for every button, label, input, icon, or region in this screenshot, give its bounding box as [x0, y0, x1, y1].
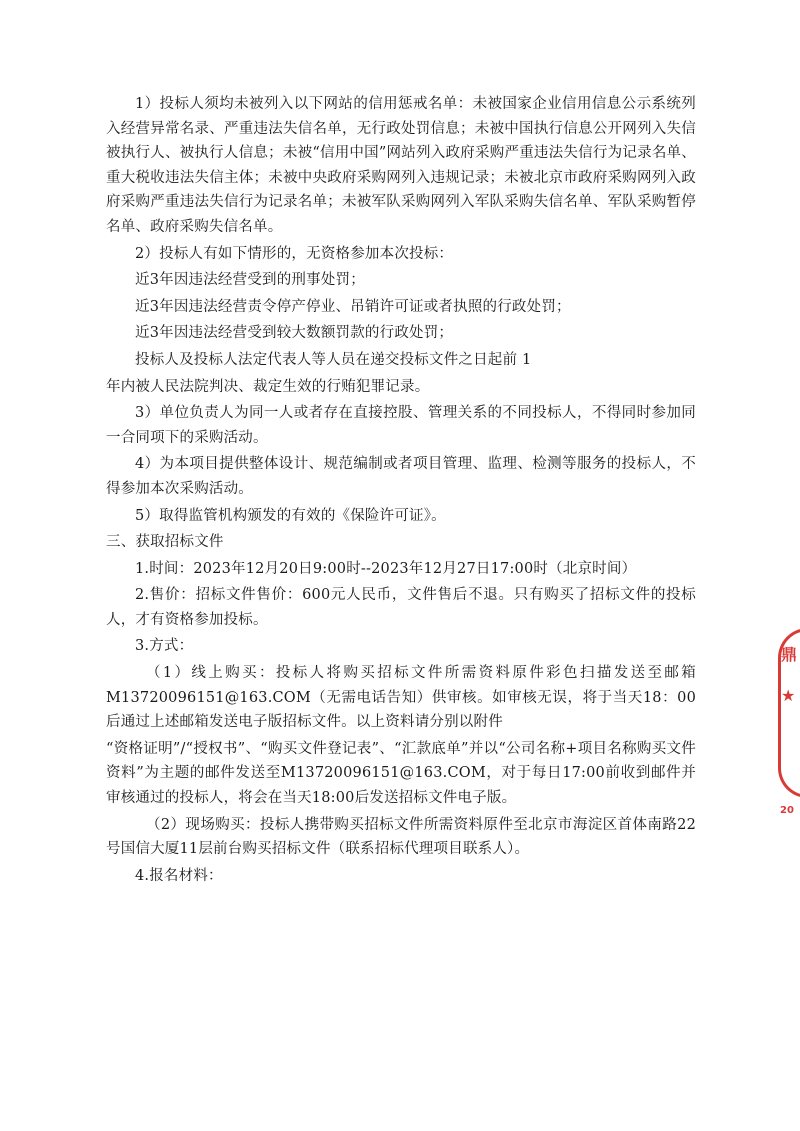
paragraph-insurance-license: 5）取得监管机构颁发的有效的《保险许可证》。: [135, 507, 446, 524]
paragraph-bribery-line1: 投标人及投标人法定代表人等人员在递交投标文件之日起前 1: [135, 351, 532, 368]
paragraph-method: 3.方式：: [135, 638, 194, 655]
red-seal-stamp: [778, 628, 800, 828]
paragraph-design-service-exclusion: 4）为本项目提供整体设计、规范编制或者项目管理、监理、检测等服务的投标人，不得参加本次采购活动。: [106, 456, 696, 497]
paragraph-online-purchase: （1）线上购买：投标人将购买招标文件所需资料原件彩色扫描发送至邮箱M13720096151@163.COM（无需电话告知）供审核。如审核无误，将于当天18：00后通过上述邮箱发送电子版招标文件。以上资料请分别以附件: [106, 665, 696, 731]
paragraph-credit-blacklist: 1）投标人须均未被列入以下网站的信用惩戒名单：未被国家企业信用信息公示系统列入经营异常名录、严重违法失信名单，无行政处罚信息；未被中国执行信息公开网列入失信被执行人、被执行人信息；未被“信用中国”网站列入政府采购严重违法失信行为记录名单、重大税收违法失信主体；未被中央政府采购网列入违规记录；未被北京市政府采购网列入政府采购严重违法失信行为记录名单；未被军队采购网列入军队采购失信名单、军队采购暂停名单、政府采购失信名单。: [106, 96, 696, 235]
paragraph-large-fine: 近3年因违法经营受到较大数额罚款的行政处罚；: [135, 325, 454, 342]
paragraph-license-revocation: 近3年因违法经营责令停产停业、吊销许可证或者执照的行政处罚；: [135, 298, 571, 315]
paragraph-registration-materials: 4.报名材料：: [135, 867, 223, 884]
section-heading-obtain-documents: 三、获取招标文件: [106, 534, 224, 551]
paragraph-criminal-penalty: 近3年因违法经营受到的刑事处罚；: [135, 272, 365, 289]
paragraph-disqualification-intro: 2）投标人有如下情形的，无资格参加本次投标：: [135, 245, 454, 262]
paragraph-online-purchase-attachments: “资格证明”/“授权书”、“购买文件登记表”、“汇款底单”并以“公司名称+项目名称购买文件资料”为主题的邮件发送至M13720096151@163.COM，对于每日17:00前收到邮件并审核通过的投标人，将会在当天18:00后发送招标文件电子版。: [106, 740, 696, 807]
seal-year: 20: [780, 805, 794, 816]
seal-glyph: 鼎: [781, 645, 798, 664]
seal-star-icon: ★: [781, 686, 796, 705]
paragraph-onsite-purchase: （2）现场购买：投标人携带购买招标文件所需资料原件至北京市海淀区首体南路22号国信大厦11层前台购买招标文件（联系招标代理项目联系人）。: [106, 816, 696, 858]
paragraph-time: 1.时间：2023年12月20日9:00时--2023年12月27日17:00时（北京时间）: [135, 560, 637, 577]
document-body: [106, 92, 696, 890]
paragraph-price: 2.售价：招标文件售价：600元人民币，文件售后不退。只有购买了招标文件的投标人，才有资格参加投标。: [106, 587, 696, 628]
paragraph-bribery-line2: 年内被人民法院判决、裁定生效的行贿犯罪记录。: [106, 378, 430, 395]
paragraph-related-parties: 3）单位负责人为同一人或者存在直接控股、管理关系的不同投标人，不得同时参加同一合同项下的采购活动。: [106, 405, 696, 446]
